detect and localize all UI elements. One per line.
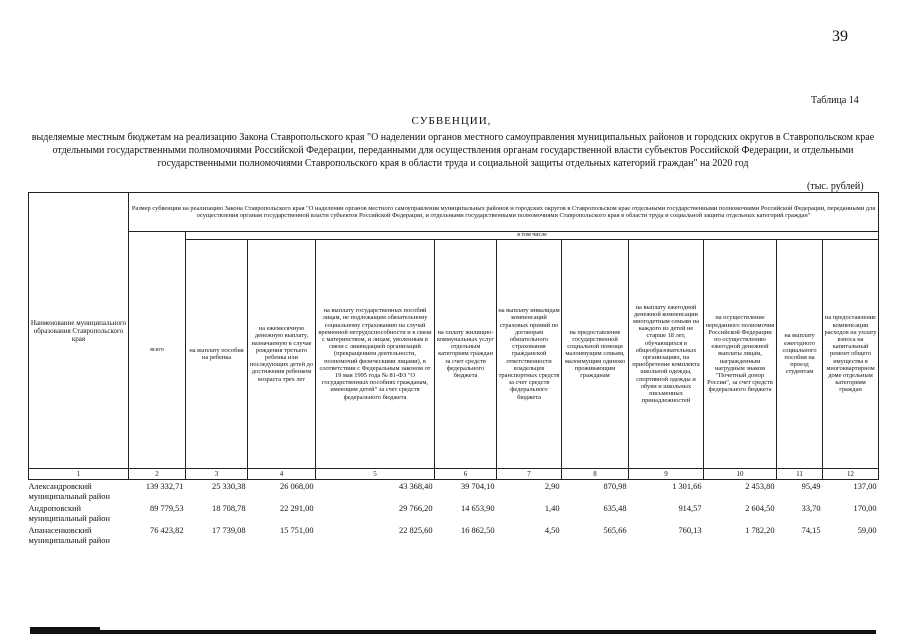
cell-value: 1 301,66 xyxy=(672,482,702,491)
cell-value: 870,98 xyxy=(603,482,627,491)
district-name: Апанасенковский муниципальный район xyxy=(28,526,110,545)
column-header: на выплату инвалидам компенсаций страховых премий по договорам обязательного страхования гражданской ответственности владельцев транспортных средств за счет средств федерального бюджета xyxy=(497,240,562,469)
cell-value: 22 825,60 xyxy=(399,526,433,535)
cell-value: 89 779,53 xyxy=(150,504,184,513)
cell-value: 1,40 xyxy=(544,504,560,513)
column-number: 3 xyxy=(186,469,248,480)
column-header: на предоставление государственной социальной помощи малоимущим семьям, малоимущим одиноко проживающим гражданам xyxy=(562,240,629,469)
cell-value: 16 862,50 xyxy=(461,526,495,535)
table-row xyxy=(29,502,879,524)
column-number: 8 xyxy=(562,469,629,480)
column-number: 12 xyxy=(823,469,879,480)
units-label: (тыс. рублей) xyxy=(807,181,864,192)
cell-value: 22 291,00 xyxy=(280,504,314,513)
column-header: на выплату пособия на ребенка xyxy=(186,240,248,469)
column-header-total: всего xyxy=(129,232,186,469)
cell-value: 139 332,71 xyxy=(145,482,184,491)
column-number: 1 xyxy=(29,469,129,480)
cell-value: 95,49 xyxy=(801,482,821,491)
cell-value: 760,13 xyxy=(678,526,702,535)
subsidies-table xyxy=(28,192,879,546)
cell-value: 25 330,38 xyxy=(212,482,246,491)
column-header: на ежемесячную денежную выплату, назначаемую в случае рождения третьего ребенка или последующих детей до достижения ребенком возраста трех лет xyxy=(248,240,316,469)
table-label: Таблица 14 xyxy=(811,95,859,106)
cell-value: 137,00 xyxy=(853,482,877,491)
bottom-divider xyxy=(30,630,876,634)
page-number: 39 xyxy=(832,28,848,45)
column-header: на выплату государственных пособий лицам, не подлежащим обязательному социальному страхованию на случай временной нетрудоспособности и в связи с материнством, и лицам, уволенным в связи с ликвидацией организаций (прекращением деятельности, полномочий физическими лицами), в соответствии с Федеральным законом от 19 мая 1995 года № 81-ФЗ "О государственных пособиях гражданам, имеющим детей" за счет средств федерального бюджета xyxy=(316,240,435,469)
cell-value: 76 423,82 xyxy=(150,526,184,535)
column-header: на выплату ежегодной денежной компенсации многодетным семьям на каждого из детей не старше 18 лет, обучающихся в общеобразовательных организациях, на приобретение комплекта школьной одежды, спортивной одежды и обуви и школьных письменных принадлежностей xyxy=(629,240,704,469)
cell-value: 39 704,10 xyxy=(461,482,495,491)
cell-value: 17 739,08 xyxy=(212,526,246,535)
cell-value: 170,00 xyxy=(853,504,877,513)
subgroup-header: в том числе xyxy=(186,232,879,240)
cell-value: 2 604,50 xyxy=(745,504,775,513)
column-numbers-row xyxy=(29,469,879,480)
cell-value: 18 708,78 xyxy=(212,504,246,513)
document-title: СУБВЕНЦИИ, xyxy=(411,115,492,127)
cell-value: 29 766,20 xyxy=(399,504,433,513)
column-header: на осуществление переданного полномочия Российской Федерации по осуществлению ежегодной денежной выплаты лицам, награжденным нагрудным знаком "Почетный донор России", за счет средств федерального бюджета xyxy=(704,240,777,469)
cell-value: 2 453,80 xyxy=(745,482,775,491)
cell-value: 4,50 xyxy=(544,526,560,535)
column-header-name: Наименование муниципального образования Ставропольского края xyxy=(29,193,129,469)
column-header: на оплату жилищно-коммунальных услуг отдельным категориям граждан за счет средств федерального бюджета xyxy=(435,240,497,469)
column-header: на предоставление компенсации расходов на уплату взноса на капитальный ремонт общего имущества в многоквартирном доме отдельным категориям граждан xyxy=(823,240,879,469)
cell-value: 26 068,00 xyxy=(280,482,314,491)
cell-value: 43 368,40 xyxy=(399,482,433,491)
cell-value: 565,66 xyxy=(603,526,627,535)
district-name: Александровский муниципальный район xyxy=(28,482,110,501)
cell-value: 33,70 xyxy=(801,504,821,513)
group-header: Размер субвенции на реализацию Закона Ставропольского края "О наделении органов местного самоуправления муниципальных районов и городских округов в Ставропольском крае отдельными государственными полномочиями Российской Федерации, переданными для осуществления органам государственной власти субъектов Российской Федерации, и отдельными государственными полномочиями Ставропольского края в области труда и социальной защиты отдельных категорий граждан" xyxy=(129,193,879,232)
cell-value: 914,57 xyxy=(678,504,702,513)
cell-value: 1 782,20 xyxy=(745,526,775,535)
column-number: 6 xyxy=(435,469,497,480)
column-number: 7 xyxy=(497,469,562,480)
column-number: 5 xyxy=(316,469,435,480)
cell-value: 59,00 xyxy=(857,526,877,535)
document-subtitle: выделяемые местным бюджетам на реализацию Закона Ставропольского края "О наделении органов местного самоуправления муниципальных районов и городских округов в Ставропольском крае отдельными государственными полномочиями Российской Федерации, переданными для осуществления органам государственной власти субъектов Российской Федерации, и отдельными государственными полномочиями Ставропольского края в области труда и социальной защиты отдельных категорий граждан" на 2020 год xyxy=(31,132,875,169)
column-number: 2 xyxy=(129,469,186,480)
table-row xyxy=(29,524,879,546)
column-number: 11 xyxy=(777,469,823,480)
district-name: Андроповский муниципальный район xyxy=(28,504,110,523)
cell-value: 635,48 xyxy=(603,504,627,513)
table-row xyxy=(29,480,879,503)
column-number: 4 xyxy=(248,469,316,480)
cell-value: 2,90 xyxy=(544,482,560,491)
column-number: 10 xyxy=(704,469,777,480)
column-number: 9 xyxy=(629,469,704,480)
cell-value: 74,15 xyxy=(801,526,821,535)
column-header: на выплату ежегодного социального пособия на проезд студентам xyxy=(777,240,823,469)
cell-value: 14 653,90 xyxy=(461,504,495,513)
cell-value: 15 751,00 xyxy=(280,526,314,535)
